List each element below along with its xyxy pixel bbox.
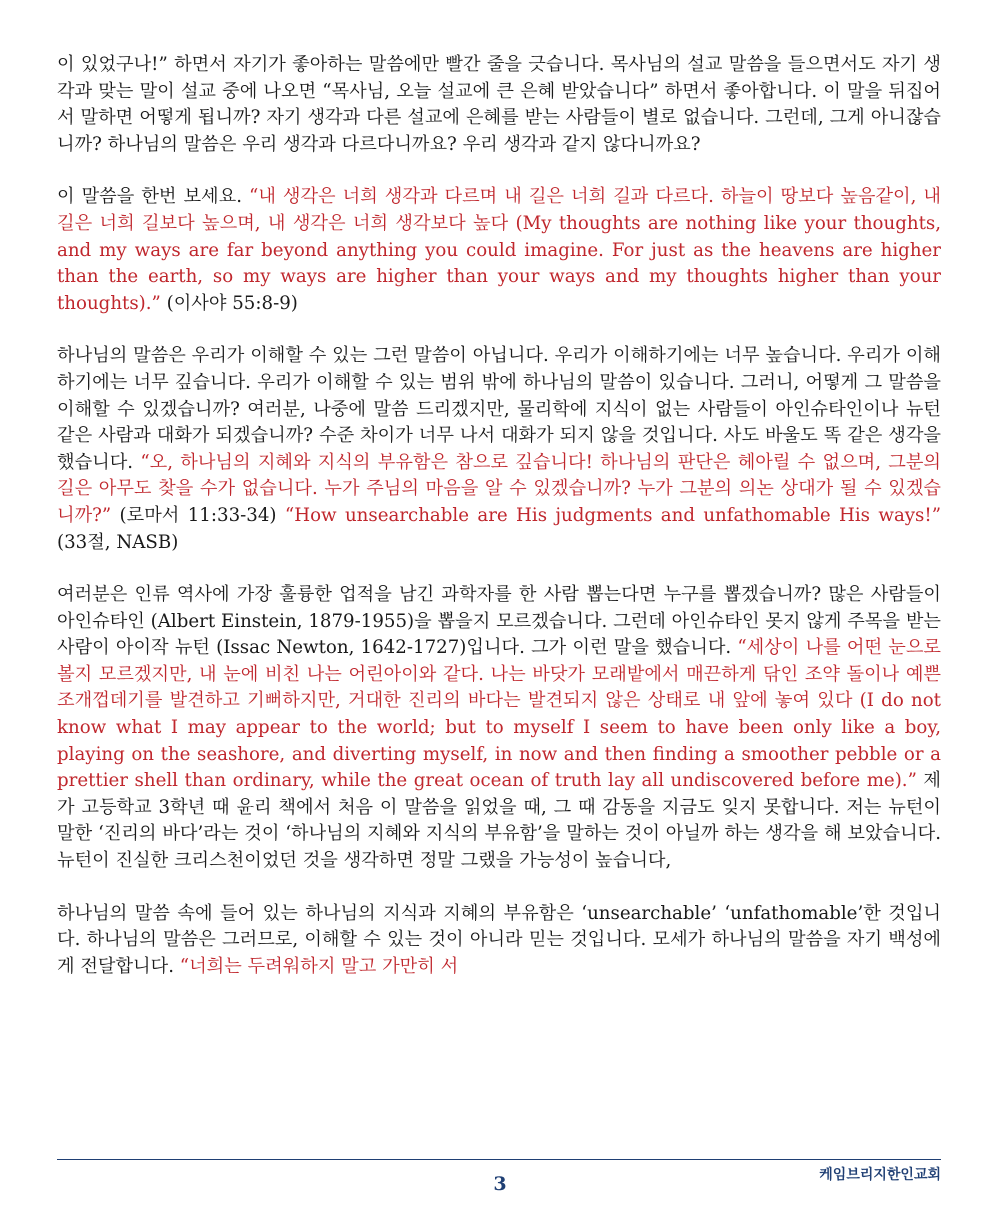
text-run: 이 말씀을 한번 보세요. [57,186,250,208]
paragraph [57,52,941,158]
scripture-quote: “오, 하나님의 지혜와 지식의 부유함은 참으로 깊습니다! 하나님의 판단은 헤아릴 수 없으며, 그분의 길은 아무도 찾을 수가 없습니다. 누가 주님의 마음을 알 수 있겠습니까? 누가 그분의 의논 상대가 될 수 있겠습니까?” [57,451,941,526]
newton-quote: “세상이 나를 어떤 눈으로 볼지 모르겠지만, 내 눈에 비친 나는 어린아이와 같다. 나는 바닷가 모래밭에서 매끈하게 닦인 조약 돌이나 예쁜 조개껍데기를 발견하고 기뻐하지만, 거대한 진리의 바다는 발견되지 않은 상태로 내 앞에 놓여 있다 (I do not know what I may appear to the world; but to myself I seem to have been only like a boy, playing on the seashore, and diverting myself, in now and then finding a smoother pebble or a prettier shell than ordinary, while the great ocean of truth lay all undiscovered before me).” [57,637,941,792]
paragraph [57,582,941,875]
paragraph [57,184,941,317]
scripture-reference: (33절, NASB) [57,531,179,553]
scripture-quote: “내 생각은 너희 생각과 다르며 내 길은 너희 길과 다르다. 하늘이 땅보다 높음같이, 내 길은 너희 길보다 높으며, 내 생각은 너희 생각보다 높다 (My thoughts are nothing like your thoughts, and my ways are far beyond anything you could imagine. For just as the heavens are higher than the earth, so my ways are higher than your ways and my thoughts higher than your thoughts).” [57,186,941,314]
text-run: 여러분은 인류 역사에 가장 훌륭한 업적을 남긴 과학자를 한 사람 뽑는다면 누구를 뽑겠습니까? 많은 사람들이 아인슈타인 (Albert Einstein, 1879-1955)을 뽑을지 모르겠습니다. 그런데 아인슈타인 못지 않게 주목을 받는 사람이 아이작 뉴턴 (Issac Newton, 1642-1727)입니다. 그가 이런 말을 했습니다. [57,584,941,659]
text-run: 이 있었구나!” 하면서 자기가 좋아하는 말씀에만 빨간 줄을 긋습니다. 목사님의 설교 말씀을 들으면서도 자기 생각과 맞는 말이 설교 중에 나오면 “목사님, 오늘 설교에 큰 은혜 받았습니다” 하면서 좋아합니다. 이 말을 뒤집어서 말하면 어떻게 됩니까? 자기 생각과 다른 설교에 은혜를 받는 사람들이 별로 없습니다. 그런데, 그게 아니잖습니까? 하나님의 말씀은 우리 생각과 다르다니까요? 우리 생각과 같지 않다니까요? [57,54,941,155]
text-run: 하나님의 말씀 속에 들어 있는 하나님의 지식과 지혜의 부유함은 ‘unsearchable’ ‘unfathomable’한 것입니다. 하나님의 말씀은 그러므로, 이해할 수 있는 것이 아니라 믿는 것입니다. 모세가 하나님의 말씀을 자기 백성에게 전달합니다. [57,902,941,977]
paragraph [57,901,941,981]
scripture-reference: (이사야 55:8-9) [160,292,298,314]
text-run: 제가 고등학교 3학년 때 윤리 책에서 처음 이 말씀을 읽었을 때, 그 때 감동을 지금도 잊지 못합니다. 저는 뉴턴이 말한 ‘진리의 바다’라는 것이 ‘하나님의 지혜와 지식의 부유함’을 말하는 것이 아닐까 하는 생각을 해 보았습니다. 뉴턴이 진실한 크리스천이었던 것을 생각하면 정말 그랬을 가능성이 높습니다, [57,770,942,872]
scripture-reference: (로마서 11:33-34) [111,504,285,526]
scripture-quote: “너희는 두려워하지 말고 가만히 서 [179,955,459,977]
sermon-body [57,52,941,1006]
church-name: 케임브리지한인교회 [819,1167,941,1183]
text-run: 하나님의 말씀은 우리가 이해할 수 있는 그런 말씀이 아닙니다. 우리가 이해하기에는 너무 높습니다. 우리가 이해하기에는 너무 깊습니다. 우리가 이해할 수 있는 범위 밖에 하나님의 말씀이 있습니다. 그러니, 어떻게 그 말씀을 이해할 수 있겠습니까? 여러분, 나중에 말씀 드리겠지만, 물리학에 지식이 없는 사람들이 아인슈타인이나 뉴턴 같은 사람과 대화가 되겠습니까? 수준 차이가 너무 나서 대화가 되지 않을 것입니다. 사도 바울도 똑 같은 생각을 했습니다. [57,345,941,473]
paragraph [57,343,941,556]
scripture-quote-english: “How unsearchable are His judgments and unfathomable His ways!” [284,504,942,526]
footer-divider [57,1159,941,1160]
page-number: 3 [493,1173,507,1195]
